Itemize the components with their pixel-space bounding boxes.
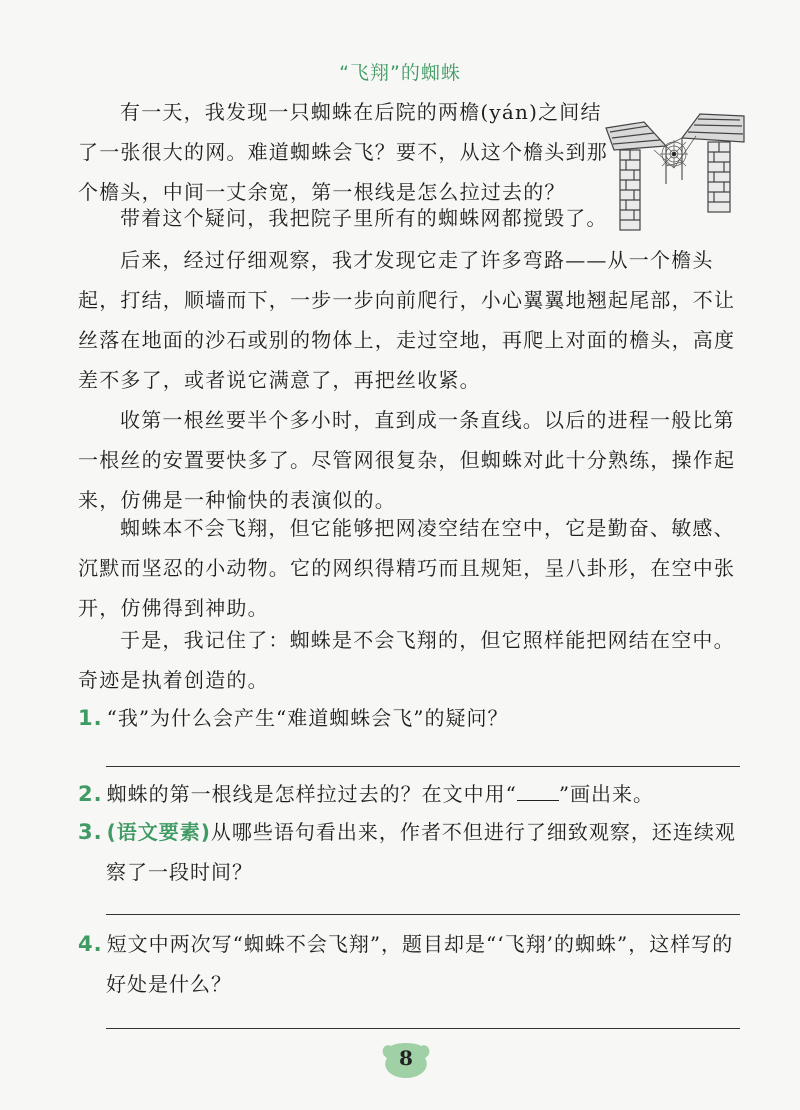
question-3 [78,812,758,892]
question-2 [78,774,758,814]
question-number: 4. [78,932,103,956]
question-4 [78,924,758,1004]
paragraph-5: 蜘蛛本不会飞翔，但它能够把网凌空结在空中，它是勤奋、敏感、沉默而坚忍的小动物。它的网织得精巧而且规矩，呈八卦形，在空中张开，仿佛得到神助。 [78,516,736,620]
question-number: 1. [78,706,103,730]
question-text-end: ”画出来。 [558,782,655,806]
question-text: 短文中两次写“蜘蛛不会飞翔”，题目却是“‘飞翔’的蜘蛛”，这样写的 [106,932,734,956]
question-text: 蜘蛛的第一根线是怎样拉过去的？在文中用“ [106,782,517,806]
paragraph-1: 有一天，我发现一只蜘蛛在后院的两檐(yán)之间结了一张很大的网。难道蜘蛛会飞？要不，从这个檐头到那个檐头，中间一丈余宽，第一根线是怎么拉过去的？ [78,100,608,204]
answer-line-3[interactable] [106,914,740,915]
page-number: 8 [399,1046,413,1070]
paragraph-3: 后来，经过仔细观察，我才发现它走了许多弯路——从一个檐头起，打结，顺墙而下，一步一步向前爬行，小心翼翼地翘起尾部，不让丝落在地面的沙石或别的物体上，走过空地，再爬上对面的檐头，高度差不多了，或者说它满意了，再把丝收紧。 [78,248,736,392]
answer-line-1[interactable] [106,766,740,767]
question-text: “我”为什么会产生“难道蜘蛛会飞”的疑问？ [106,706,509,730]
question-1 [78,698,758,738]
paragraph-4: 收第一根丝要半个多小时，直到成一条直线。以后的进程一般比第一根丝的安置要快多了。尽管网很复杂，但蜘蛛对此十分熟练，操作起来，仿佛是一种愉快的表演似的。 [78,408,736,512]
question-tag: (语文要素) [106,820,211,844]
paragraph-2: 带着这个疑问，我把院子里所有的蜘蛛网都搅毁了。 [120,206,608,230]
answer-line-4[interactable] [106,1028,740,1029]
question-text-continued: 察了一段时间？ [106,860,253,884]
paragraph-6: 于是，我记住了：蜘蛛是不会飞翔的，但它照样能把网结在空中。奇迹是执着创造的。 [78,628,735,692]
passage-title: “飞翔”的蜘蛛 [339,62,461,84]
question-number: 2. [78,782,103,806]
question-text-continued: 好处是什么？ [106,972,232,996]
question-number: 3. [78,820,103,844]
question-text: 从哪些语句看出来，作者不但进行了细致观察，还连续观 [210,820,736,844]
underline-mark-blank [517,782,559,801]
